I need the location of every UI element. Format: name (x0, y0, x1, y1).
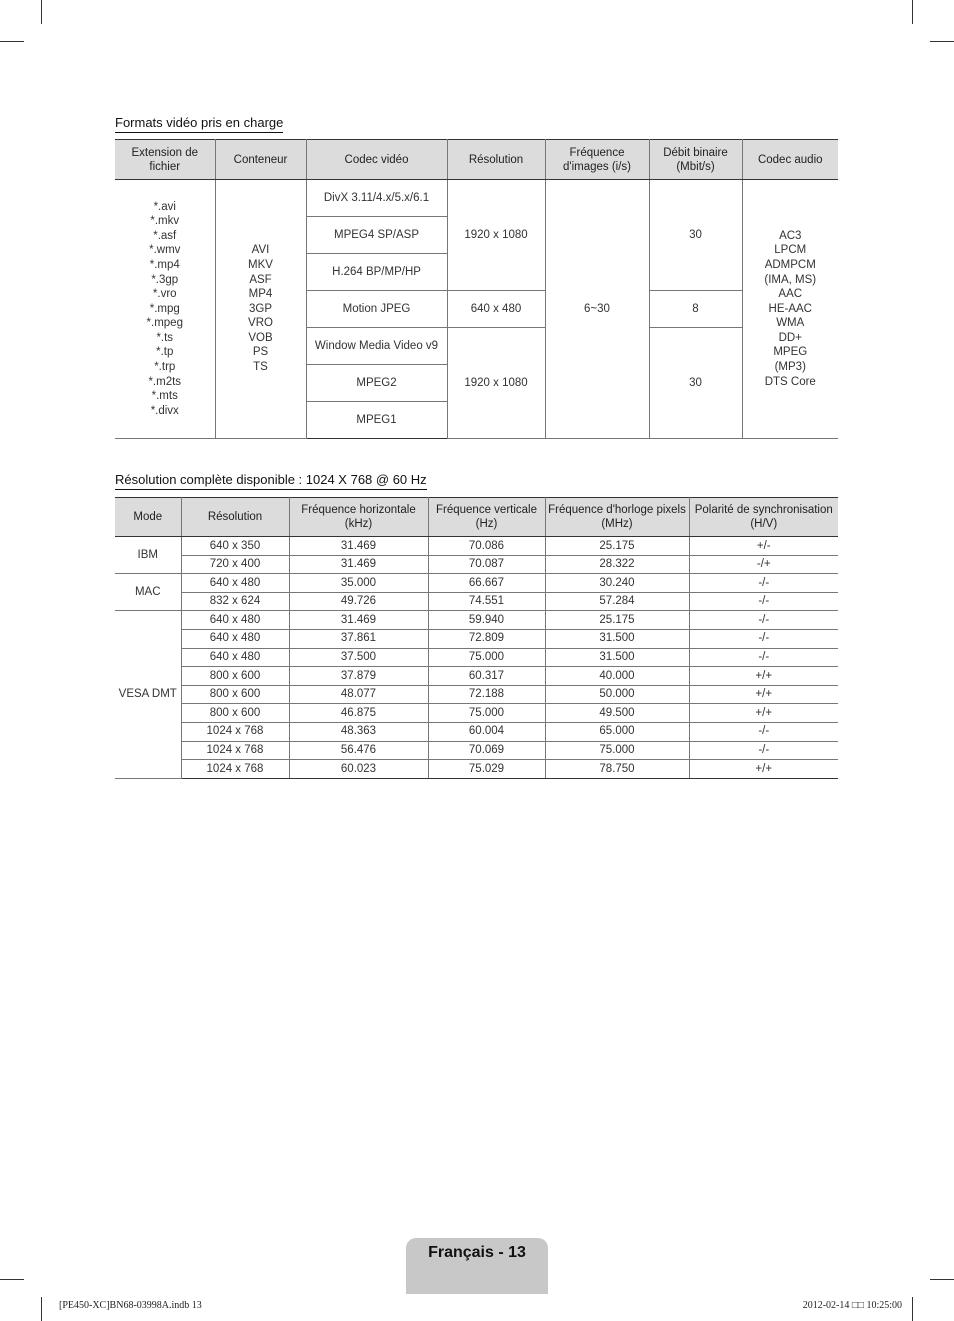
crop-mark (930, 41, 954, 42)
header-cell: Codec audio (742, 140, 838, 180)
sync-polarity-cell: +/- (689, 537, 838, 556)
sync-polarity-cell: +/+ (689, 760, 838, 779)
sync-polarity-cell: +/+ (689, 685, 838, 704)
sync-polarity-cell: -/- (689, 741, 838, 760)
header-cell: Codec vidéo (306, 140, 447, 180)
h-freq-cell: 31.469 (289, 611, 428, 630)
resolution-cell: 832 x 624 (181, 592, 289, 611)
h-freq-cell: 56.476 (289, 741, 428, 760)
v-freq-cell: 70.086 (428, 537, 545, 556)
crop-mark (912, 1297, 913, 1321)
crop-mark (41, 1297, 42, 1321)
header-cell: Débit binaire (Mbit/s) (649, 140, 742, 180)
h-freq-cell: 31.469 (289, 555, 428, 574)
mode-cell: VESA DMT (115, 611, 181, 778)
table-header-row (115, 498, 838, 537)
table-row (115, 722, 838, 741)
video-codec-cell: H.264 BP/MP/HP (306, 254, 447, 291)
header-cell: Fréquence d'horloge pixels (MHz) (545, 498, 689, 537)
pixel-clock-cell: 40.000 (545, 667, 689, 686)
resolution-cell: 640 x 480 (181, 629, 289, 648)
resolution-cell: 640 x 480 (181, 648, 289, 667)
video-codec-cell: DivX 3.11/4.x/5.x/6.1 (306, 180, 447, 217)
pixel-clock-cell: 25.175 (545, 537, 689, 556)
v-freq-cell: 60.317 (428, 667, 545, 686)
table-row (115, 537, 838, 556)
header-cell: Fréquence d'images (i/s) (545, 140, 649, 180)
table-row (115, 555, 838, 574)
h-freq-cell: 46.875 (289, 704, 428, 723)
v-freq-cell: 75.000 (428, 704, 545, 723)
header-cell: Résolution (447, 140, 545, 180)
h-freq-cell: 31.469 (289, 537, 428, 556)
v-freq-cell: 72.809 (428, 629, 545, 648)
header-cell: Conteneur (215, 140, 306, 180)
sync-polarity-cell: -/- (689, 611, 838, 630)
pixel-clock-cell: 49.500 (545, 704, 689, 723)
h-freq-cell: 48.363 (289, 722, 428, 741)
sync-polarity-cell: +/+ (689, 704, 838, 723)
sync-polarity-cell: -/+ (689, 555, 838, 574)
v-freq-cell: 66.667 (428, 574, 545, 593)
sync-polarity-cell: -/- (689, 722, 838, 741)
pixel-clock-cell: 65.000 (545, 722, 689, 741)
pixel-clock-cell: 78.750 (545, 760, 689, 779)
v-freq-cell: 60.004 (428, 722, 545, 741)
resolution-cell: 640 x 350 (181, 537, 289, 556)
bitrate-cell: 8 (649, 291, 742, 328)
sync-polarity-cell: -/- (689, 592, 838, 611)
video-codec-cell: Motion JPEG (306, 291, 447, 328)
header-cell: Résolution (181, 498, 289, 537)
resolution-cell: 1024 x 768 (181, 760, 289, 779)
sync-polarity-cell: -/- (689, 574, 838, 593)
pixel-clock-cell: 31.500 (545, 648, 689, 667)
resolution-cell: 800 x 600 (181, 685, 289, 704)
mode-cell: MAC (115, 574, 181, 611)
v-freq-cell: 72.188 (428, 685, 545, 704)
resolution-title: Résolution complète disponible : 1024 X 768 @ 60 Hz (115, 472, 427, 490)
sync-polarity-cell: -/- (689, 629, 838, 648)
table-row (115, 574, 838, 593)
h-freq-cell: 48.077 (289, 685, 428, 704)
pixel-clock-cell: 50.000 (545, 685, 689, 704)
video-formats-table (115, 139, 838, 439)
h-freq-cell: 37.500 (289, 648, 428, 667)
video-codec-cell: MPEG1 (306, 402, 447, 439)
v-freq-cell: 70.069 (428, 741, 545, 760)
table-row (115, 685, 838, 704)
page-number: Français - 13 (428, 1244, 526, 1261)
h-freq-cell: 60.023 (289, 760, 428, 779)
crop-mark (0, 1279, 24, 1280)
pixel-clock-cell: 57.284 (545, 592, 689, 611)
pixel-clock-cell: 25.175 (545, 611, 689, 630)
table-row (115, 648, 838, 667)
pixel-clock-cell: 30.240 (545, 574, 689, 593)
table-row (115, 180, 838, 217)
header-cell: Fréquence verticale (Hz) (428, 498, 545, 537)
resolution-table (115, 497, 838, 779)
print-timestamp: 2012-02-14 □□ 10:25:00 (802, 1300, 902, 1311)
sync-polarity-cell: +/+ (689, 667, 838, 686)
video-codec-cell: MPEG2 (306, 365, 447, 402)
pixel-clock-cell: 31.500 (545, 629, 689, 648)
table-row (115, 667, 838, 686)
table-row (115, 741, 838, 760)
file-extensions-cell: *.avi *.mkv *.asf *.wmv *.mp4 *.3gp *.vro *.mpg *.mpeg *.ts *.tp *.trp *.m2ts *.mts *.divx (115, 180, 215, 439)
header-cell: Fréquence horizontale (kHz) (289, 498, 428, 537)
bitrate-cell: 30 (649, 328, 742, 439)
v-freq-cell: 75.000 (428, 648, 545, 667)
resolution-cell: 720 x 400 (181, 555, 289, 574)
resolution-cell: 800 x 600 (181, 667, 289, 686)
frame-rate-cell: 6~30 (545, 180, 649, 439)
audio-codecs-cell: AC3 LPCM ADMPCM (IMA, MS) AAC HE-AAC WMA DD+ MPEG (MP3) DTS Core (742, 180, 838, 439)
crop-mark (0, 41, 24, 42)
video-codec-cell: Window Media Video v9 (306, 328, 447, 365)
h-freq-cell: 35.000 (289, 574, 428, 593)
file-info: [PE450-XC]BN68-03998A.indb 13 (59, 1300, 202, 1311)
mode-cell: IBM (115, 537, 181, 574)
table-header-row (115, 140, 838, 180)
v-freq-cell: 59.940 (428, 611, 545, 630)
header-cell: Extension de fichier (115, 140, 215, 180)
resolution-cell: 800 x 600 (181, 704, 289, 723)
sync-polarity-cell: -/- (689, 648, 838, 667)
header-cell: Polarité de synchronisation (H/V) (689, 498, 838, 537)
h-freq-cell: 37.861 (289, 629, 428, 648)
table-row (115, 592, 838, 611)
h-freq-cell: 49.726 (289, 592, 428, 611)
video-formats-title: Formats vidéo pris en charge (115, 115, 283, 133)
pixel-clock-cell: 28.322 (545, 555, 689, 574)
v-freq-cell: 75.029 (428, 760, 545, 779)
resolution-cell: 640 x 480 (181, 574, 289, 593)
resolution-cell: 640 x 480 (447, 291, 545, 328)
table-row (115, 611, 838, 630)
bitrate-cell: 30 (649, 180, 742, 291)
h-freq-cell: 37.879 (289, 667, 428, 686)
table-row (115, 704, 838, 723)
header-cell: Mode (115, 498, 181, 537)
containers-cell: AVI MKV ASF MP4 3GP VRO VOB PS TS (215, 180, 306, 439)
table-row (115, 760, 838, 779)
pixel-clock-cell: 75.000 (545, 741, 689, 760)
crop-mark (41, 0, 42, 24)
crop-mark (912, 0, 913, 24)
resolution-cell: 1920 x 1080 (447, 328, 545, 439)
resolution-cell: 1920 x 1080 (447, 180, 545, 291)
v-freq-cell: 70.087 (428, 555, 545, 574)
resolution-cell: 1024 x 768 (181, 741, 289, 760)
resolution-cell: 640 x 480 (181, 611, 289, 630)
v-freq-cell: 74.551 (428, 592, 545, 611)
crop-mark (930, 1279, 954, 1280)
video-codec-cell: MPEG4 SP/ASP (306, 217, 447, 254)
table-row (115, 629, 838, 648)
resolution-cell: 1024 x 768 (181, 722, 289, 741)
